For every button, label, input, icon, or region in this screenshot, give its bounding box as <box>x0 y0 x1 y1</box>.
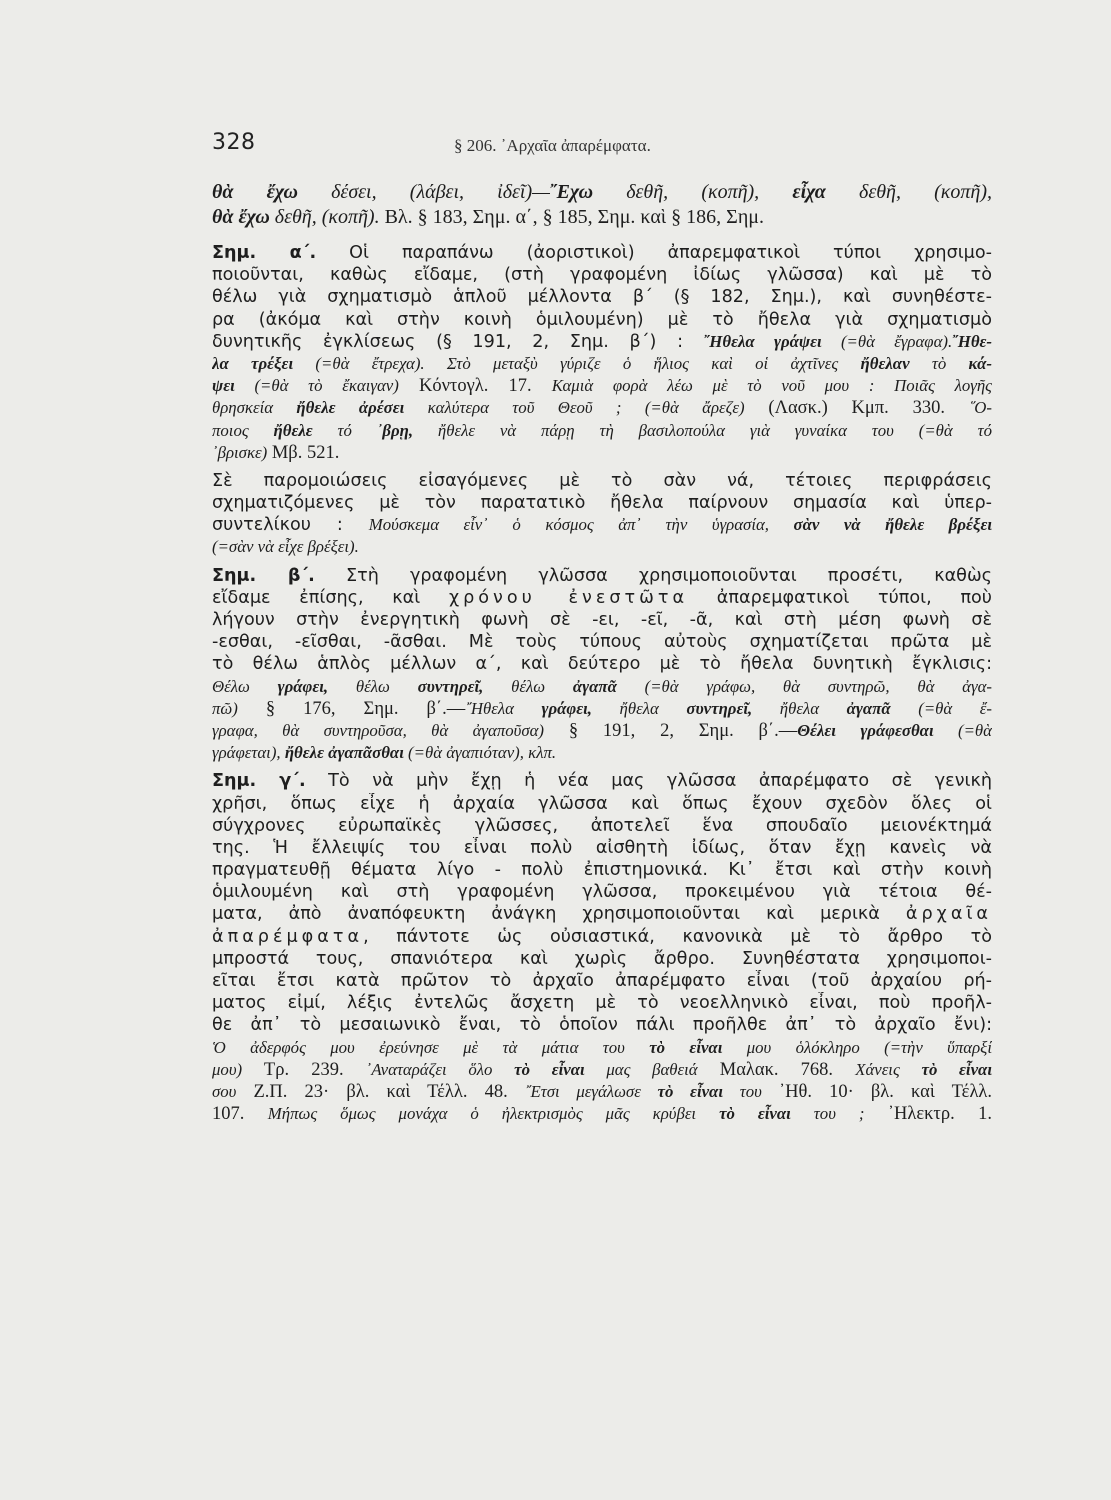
text-segment: θρησκεία <box>212 398 297 418</box>
text-line <box>212 859 992 881</box>
text-segment: τὸ θέλω ἁπλὸς μέλλων α΄, καὶ δεύτερο μὲ τὸ ἤθελα δυνητικὴ ἔγκλισις: <box>212 654 992 675</box>
text-segment: Κόντογλ. 17. <box>398 376 552 397</box>
text-segment: δεθῆ, (κοπῆ), <box>825 181 992 203</box>
text-segment: Τρ. 239. <box>242 1059 366 1080</box>
text-line <box>212 242 992 264</box>
text-segment: θε ἀπ᾿ τὸ μεσαιωνικὸ ἔναι, τὸ ὁποῖον πάλι προῆλθε ἀπ᾿ τὸ ἀρχαῖο ἔνι): <box>212 1015 992 1036</box>
text-segment: (=θὰ ἔ- <box>890 698 992 718</box>
text-line <box>212 903 992 925</box>
text-segment: λήγουν στὴν ἐνεργητικὴ φωνὴ σὲ -ει, -εῖ, -ᾶ, καὶ στὴ μέση φωνὴ σὲ <box>212 610 992 630</box>
text-segment: γράφει, <box>277 676 329 696</box>
text-line <box>212 331 992 353</box>
text-segment: (=θὰ ἔτρεχα). Στὸ μεταξὺ γύριζε ὁ ἥλιος καὶ οἱ ἀχτῖνες <box>293 353 861 373</box>
text-segment: του ; <box>790 1104 865 1124</box>
text-segment: ᾿βρισκε) <box>212 442 268 462</box>
text-segment: ἀρχαῖα <box>905 904 992 925</box>
text-segment: (=θὰ τὸ ἔκαιγαν) <box>234 376 399 396</box>
text-segment: Βλ. § 183, Σημ. α΄, § 185, Σημ. καὶ § 186, Σημ. <box>379 206 764 228</box>
text-segment: , πάντοτε ὡς οὐσιαστικά, κανονικὰ μὲ τὸ ἄρθρο τὸ <box>363 926 992 947</box>
text-line <box>212 770 992 792</box>
text-segment: Μήπως ὅμως μονάχα ὁ ἠλεκτρισμὸς μᾶς κρύβει <box>267 1104 720 1124</box>
text-segment: ἀγαπᾶ <box>572 676 617 696</box>
text-segment: ψει <box>212 376 235 396</box>
text-segment: ῎Ετσι μεγάλωσε <box>524 1081 658 1101</box>
text-line <box>212 420 992 442</box>
text-line <box>212 793 992 815</box>
text-segment: θέλω <box>483 676 573 696</box>
running-head: § 206. ᾿Αρχαῖα ἀπαρέμφατα. <box>454 136 651 155</box>
text-segment: συντηρεῖ, <box>417 676 484 696</box>
text-segment: ἤθελα <box>752 698 847 718</box>
note-label: Σημ. α΄. <box>212 243 317 263</box>
text-line <box>212 309 992 331</box>
text-segment: Ζ.Π. 23· βλ. καὶ Τέλλ. 48. <box>236 1081 525 1102</box>
text-segment: (=θὰ ἀγαπιόταν), κλπ. <box>403 743 557 763</box>
text-segment: Σὲ παρομοιώσεις εἰσαγόμενες μὲ τὸ σὰν νά, τέτοιες περιφράσεις <box>212 470 992 491</box>
note-label: Σημ. β΄. <box>212 565 315 586</box>
text-segment: δεθῆ, (κοπῆ), <box>593 181 793 203</box>
text-segment: Καμιὰ φορὰ λέω μὲ τὸ νοῦ μου : Ποιᾶς λογῆς <box>551 376 992 396</box>
text-segment: σχηματιζόμενες μὲ τὸν παρατατικὸ ἤθελα παίρνουν σημασία καὶ ὑπερ- <box>212 493 992 514</box>
text-segment: Θέλει γράφεσθαι <box>797 720 934 740</box>
text-segment: γράφεται), <box>212 743 285 763</box>
text-segment: ἤθελαν <box>860 353 910 373</box>
note-label: Σημ. γ΄. <box>212 771 306 792</box>
text-segment: δεθῆ, (κοπῆ). <box>269 206 380 228</box>
text-line <box>212 353 992 375</box>
text-segment: ὁμιλουμένη καὶ στὴ γραφομένη γλῶσσα, προκειμένου γιὰ τέτοια θέ- <box>212 882 992 903</box>
text-segment: ῎Ηθελα γράψει <box>703 331 822 351</box>
text-line <box>212 397 992 419</box>
text-segment: Θέλω <box>212 676 278 696</box>
text-line <box>212 1103 992 1125</box>
text-segment: (=θὰ γράφω, θὰ συντηρῶ, θὰ ἀγα- <box>616 676 992 696</box>
text-segment: θέλω <box>328 676 418 696</box>
text-segment: τὸ εἶναι <box>514 1059 585 1079</box>
text-segment: γράφει, <box>541 698 592 718</box>
text-segment: ματα, ἀπὸ ἀναπόφευκτη ἀνάγκη χρησιμοποιοῦνται καὶ μερικὰ <box>212 904 906 925</box>
text-line <box>212 565 992 587</box>
text-line <box>212 698 992 720</box>
text-segment: Μαλακ. 768. <box>697 1059 856 1080</box>
text-segment: Οἱ παραπάνω (ἀοριστικοὶ) ἀπαρεμφατικοὶ τύποι χρησιμο- <box>316 243 992 263</box>
text-segment: μας βαθειά <box>584 1059 698 1079</box>
page-header <box>212 130 992 160</box>
text-segment: ρα (ἀκόμα καὶ στὴν κοινὴ ὁμιλουμένη) μὲ τὸ ἤθελα γιὰ σχηματισμὸ <box>212 309 992 330</box>
text-segment: δέσει, (λάβει, ἰδεῖ)— <box>297 181 550 203</box>
paragraph-gap <box>212 230 992 242</box>
text-segment: Τὸ νὰ μὴν ἔχῃ ἡ νέα μας γλῶσσα ἀπαρέμφατο σὲ γενικὴ <box>305 771 992 792</box>
text-line <box>212 837 992 859</box>
text-line <box>212 205 992 230</box>
text-segment: εῖται ἔτσι κατὰ πρῶτον τὸ ἀρχαῖο ἀπαρέμφατο εἶναι (τοῦ ἀρχαίου ρή- <box>212 971 992 991</box>
text-line <box>212 375 992 397</box>
text-segment: εἴδαμε ἐπίσης, καὶ <box>212 587 449 608</box>
text-segment: ᾿βρῃ, <box>376 420 414 440</box>
text-line <box>212 926 992 948</box>
text-segment: Ὁ ἀδερφός μου ἐρεύνησε μὲ τὰ μάτια του <box>212 1037 650 1057</box>
text-line <box>212 536 992 558</box>
text-segment: συντελίκου : <box>212 515 369 536</box>
text-segment: χρόνου ἐνεστῶτα <box>448 587 689 608</box>
text-segment: ποιος <box>212 420 274 440</box>
text-line <box>212 587 992 609</box>
text-line <box>212 492 992 514</box>
text-line <box>212 1081 992 1103</box>
text-segment: συντηρεῖ, <box>686 698 753 718</box>
text-segment: του <box>723 1081 762 1101</box>
text-segment: θὰ ἔχω <box>212 206 270 228</box>
text-segment: ᾿Ηθ. 10· βλ. καὶ Τέλλ. <box>761 1081 992 1102</box>
text-segment: ᾿Αναταράζει ὅλο <box>365 1059 515 1079</box>
text-segment: ἀγαπᾶ <box>846 698 891 718</box>
text-line <box>212 514 992 536</box>
text-segment: τό <box>312 420 377 440</box>
text-segment: ἤθελε ἀγαπᾶσθαι <box>284 743 404 763</box>
text-line <box>212 286 992 308</box>
text-segment: χρῆσι, ὅπως εἶχε ἡ ἀρχαία γλῶσσα καὶ ὅπως ἔχουν σχεδὸν ὅλες οἱ <box>212 793 992 814</box>
text-segment: ῞Ο- <box>968 398 992 418</box>
text-segment: σύγχρονες εὐρωπαϊκὲς γλῶσσες, ἀποτελεῖ ἕνα σπουδαῖο μειονέκτημά <box>212 815 992 836</box>
text-segment: τὸ εἶναι <box>921 1059 992 1079</box>
text-segment: § 176, Σημ. β΄.— <box>237 698 466 719</box>
text-line <box>212 653 992 675</box>
text-segment: ἀπαρεμφατικοὶ τύποι, ποὺ <box>688 587 992 608</box>
text-segment: ῎Εχω <box>549 181 594 203</box>
text-line <box>212 1014 992 1036</box>
text-segment: Χάνεις <box>855 1059 922 1079</box>
text-segment: τὸ <box>909 353 969 373</box>
page-number: 328 <box>212 130 256 155</box>
text-segment: θὰ ἔχω <box>212 181 298 203</box>
text-segment: § 191, 2, Σημ. β΄.— <box>544 720 798 741</box>
text-line <box>212 442 992 464</box>
text-segment: κά- <box>968 353 992 373</box>
text-line <box>212 970 992 992</box>
text-segment: μου ὁλόκληρο (=τὴν ὕπαρξί <box>722 1037 992 1057</box>
text-segment: ἤθελα <box>591 698 687 718</box>
text-segment: σὰν νὰ ἤθελε βρέξει <box>793 515 992 535</box>
page-body <box>212 180 992 1125</box>
text-segment: σου <box>212 1081 237 1101</box>
text-segment: Μβ. 521. <box>267 442 340 463</box>
text-segment: ᾿Ηλεκτρ. 1. <box>864 1104 992 1125</box>
text-line <box>212 720 992 742</box>
text-segment: τὸ εἶναι <box>657 1081 723 1101</box>
text-segment: εἶχα <box>792 181 826 203</box>
text-segment: ἤθελε νὰ πάρῃ τὴ βασιλοπούλα γιὰ γυναίκα του (=θὰ τό <box>413 420 992 440</box>
text-segment: 107. <box>212 1104 268 1125</box>
text-segment: της. Ἡ ἔλλειψίς του εἶναι πολὺ αἰσθητὴ ἰδίως, ὅταν ἔχῃ κανεὶς νὰ <box>212 837 992 858</box>
text-line <box>212 676 992 698</box>
text-line <box>212 742 992 764</box>
text-segment: γραφα, θὰ συντηροῦσα, θὰ ἀγαποῦσα) <box>212 720 544 740</box>
text-segment: καλύτερα τοῦ Θεοῦ ; (=θὰ ἄρεζε) <box>404 398 745 418</box>
text-segment: Μούσκεμα εἶν᾿ ὁ κόσμος ἀπ᾿ τὴν ὑγρασία, <box>368 515 794 535</box>
text-segment: (=σὰν νὰ εἶχε βρέξει). <box>212 537 359 557</box>
text-line <box>212 881 992 903</box>
text-segment: τὸ εἶναι <box>649 1037 723 1057</box>
text-line <box>212 470 992 492</box>
text-segment: ματος εἰμί, λέξις ἐντελῶς ἄσχετη μὲ τὸ νεοελληνικὸ εἶναι, ποὺ προῆλ- <box>212 993 992 1014</box>
text-segment: ῎Ηθε- <box>952 331 992 351</box>
text-segment: πῶ) <box>212 698 238 718</box>
text-line <box>212 609 992 631</box>
text-line <box>212 948 992 970</box>
text-segment: μπροστά τους, σπανιότερα καὶ χωρὶς ἄρθρο. Συνηθέστατα χρησιμοποι- <box>212 948 992 969</box>
text-segment: Στὴ γραφομένη γλῶσσα χρησιμοποιοῦνται προσέτι, καθὼς <box>314 565 992 586</box>
text-line <box>212 1037 992 1059</box>
text-segment: ἀπαρέμφατα <box>212 926 364 947</box>
text-segment: (Λασκ.) Κμπ. 330. <box>744 398 969 419</box>
text-segment: θέλω γιὰ σχηματισμὸ ἁπλοῦ μέλλοντα β΄ (§ 182, Σημ.), καὶ συνηθέστε- <box>212 287 992 308</box>
text-segment: (=θὰ <box>933 720 992 740</box>
text-line <box>212 180 992 205</box>
text-line <box>212 264 992 286</box>
text-segment: ἤθελε <box>273 420 313 440</box>
text-line <box>212 1059 992 1081</box>
text-segment: λα τρέξει <box>212 353 294 373</box>
text-segment: ἤθελε ἀρέσει <box>296 398 405 418</box>
text-segment: ποιοῦνται, καθὼς εἴδαμε, (στὴ γραφομένη ἰδίως γλῶσσα) καὶ μὲ τὸ <box>212 265 992 286</box>
text-line <box>212 815 992 837</box>
text-line <box>212 631 992 653</box>
text-segment: ῎Ηθελα <box>465 698 542 718</box>
text-segment: τὸ εἶναι <box>719 1104 791 1124</box>
text-segment: (=θὰ ἔγραφα). <box>821 331 953 351</box>
text-line <box>212 992 992 1014</box>
text-segment: -εσθαι, -εῖσθαι, -ᾶσθαι. Μὲ τοὺς τύπους αὐτοὺς σχηματίζεται πρῶτα μὲ <box>212 632 992 653</box>
text-segment: μου) <box>212 1059 243 1079</box>
text-segment: πραγματευθῇ θέματα λίγο - πολὺ ἐπιστημονικά. Κι᾿ ἔτσι καὶ στὴν κοινὴ <box>212 860 992 881</box>
text-segment: δυνητικῆς ἐγκλίσεως (§ 191, 2, Σημ. β΄) : <box>212 331 704 352</box>
